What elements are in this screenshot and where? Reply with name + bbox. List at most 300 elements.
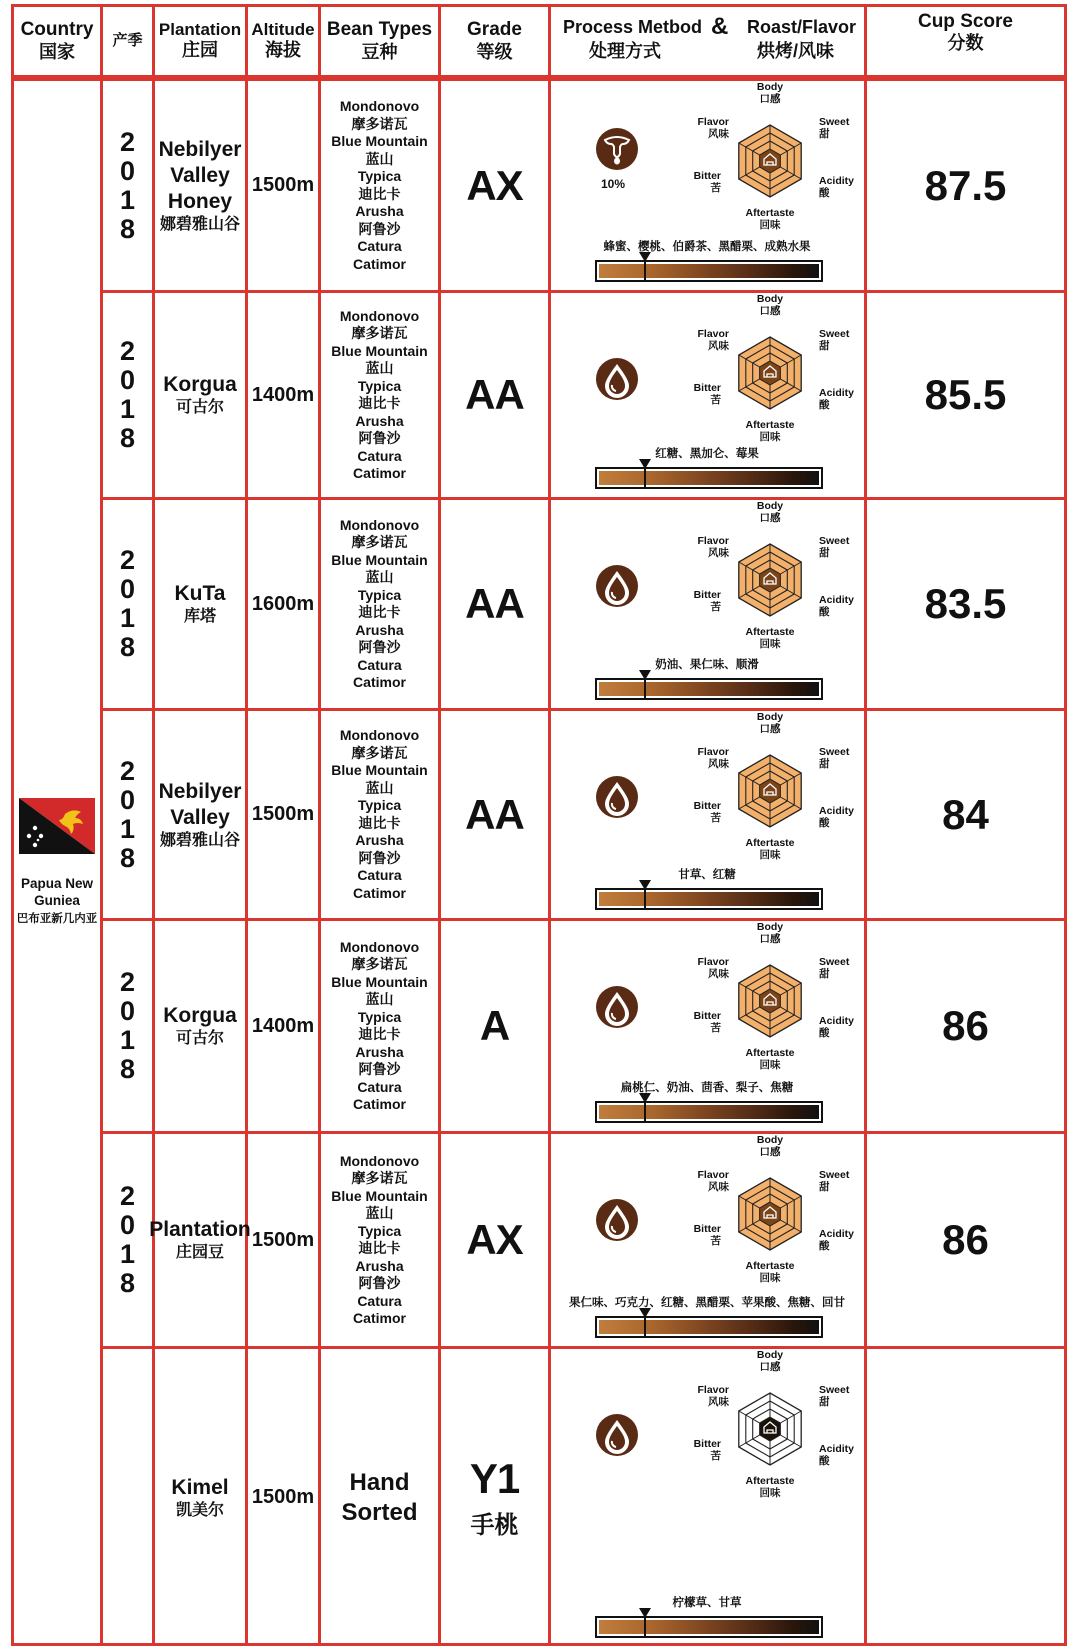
header-cup-score — [864, 4, 1067, 78]
header-altitude — [245, 4, 321, 78]
grade-cell — [441, 711, 548, 918]
cup-score-cell: 87.5 — [924, 161, 1007, 209]
radar-axis-label: 口感 — [759, 512, 781, 524]
radar-axis-label: Flavor — [697, 116, 729, 128]
altitude-cell: 1600m — [251, 592, 315, 615]
bean-type: Blue Mountain — [331, 973, 428, 990]
bean-type: 阿鲁沙 — [358, 1061, 401, 1077]
radar-axis-label: 甜 — [819, 968, 830, 980]
country-name-line1: Papua New — [20, 876, 94, 892]
bean-type: Catimor — [353, 884, 406, 901]
grade-cell — [441, 500, 548, 708]
plantation-name-en: Plantation — [149, 1218, 251, 1241]
radar-axis-label: 回味 — [759, 1272, 781, 1284]
flavor-notes: 蜂蜜、樱桃、伯爵茶、黑醋栗、成熟水果 — [603, 241, 811, 253]
grade-value: AA — [465, 580, 524, 627]
radar-axis-label: 苦 — [710, 1022, 721, 1034]
season-digit: 0 — [119, 996, 136, 1026]
bean-type: 迪比卡 — [358, 1026, 401, 1042]
plantation-name-en: Nebilyer — [158, 137, 242, 161]
season-digit: 1 — [119, 394, 136, 424]
grade-cell — [441, 921, 548, 1131]
bean-type: 蓝山 — [365, 360, 394, 376]
roast-level-bar — [595, 1101, 823, 1123]
plantation-cell — [155, 81, 245, 290]
bean-types-cell — [321, 293, 438, 497]
altitude-cell: 1500m — [251, 803, 315, 825]
bean-type: Arusha — [355, 1257, 404, 1274]
season-digit: 0 — [119, 1210, 136, 1240]
roast-marker-line — [644, 888, 646, 910]
radar-axis-label: 风味 — [708, 758, 729, 770]
bean-type: Catimor — [353, 1096, 406, 1112]
plantation-cell — [155, 500, 245, 708]
water-drop-icon — [595, 775, 639, 819]
cup-score-cell — [867, 1349, 1064, 1646]
grade-value-zh: 手桃 — [470, 1512, 519, 1539]
bean-type: Blue Mountain — [331, 342, 428, 359]
radar-axis-label: 苦 — [710, 1450, 721, 1462]
bean-type: Blue Mountain — [331, 762, 428, 778]
season-digit: 2 — [119, 545, 136, 575]
header-country-zh: 国家 — [39, 41, 75, 62]
radar-axis-label: Body — [756, 293, 784, 305]
radar-axis-label: 苦 — [710, 1235, 721, 1247]
radar-axis-label: Bitter — [693, 1223, 721, 1235]
grade-value: Y1 — [469, 1455, 520, 1502]
radar-axis-label: 酸 — [819, 1027, 830, 1039]
radar-axis-label: Bitter — [693, 800, 721, 812]
bean-type: 阿鲁沙 — [358, 639, 401, 655]
altitude-cell: 1400m — [251, 1014, 315, 1037]
bean-types-cell — [321, 1134, 438, 1346]
bean-type: Catura — [357, 656, 402, 673]
process-roast-cell — [551, 711, 864, 918]
season-digit: 2 — [119, 967, 136, 997]
header-bean-types-en: Bean Types — [326, 19, 433, 41]
bean-type: 迪比卡 — [358, 1240, 401, 1256]
radar-axis-label: Body — [756, 1134, 784, 1146]
plantation-cell — [155, 293, 245, 497]
radar-axis-label: 苦 — [710, 394, 721, 406]
header-grade-en: Grade — [467, 19, 522, 41]
radar-axis-label: Acidity — [819, 805, 855, 817]
bean-type: 蓝山 — [365, 1205, 394, 1221]
process-roast-cell — [551, 81, 864, 290]
bean-type: Hand — [349, 1468, 410, 1496]
flavor-notes: 柠檬草、甘草 — [672, 1597, 742, 1609]
radar-axis-label: Acidity — [819, 1443, 855, 1455]
bean-type: 蓝山 — [365, 991, 394, 1007]
radar-axis-label: Acidity — [819, 175, 855, 187]
bean-type: Typica — [357, 797, 402, 813]
radar-chart — [693, 1134, 855, 1302]
season-digit: 0 — [119, 365, 136, 395]
bean-type: 阿鲁沙 — [358, 220, 401, 237]
plantation-name-en: Valley — [170, 805, 230, 829]
season-cell — [103, 1134, 152, 1346]
radar-axis-label: Bitter — [693, 1010, 721, 1022]
radar-axis-label: Sweet — [819, 535, 850, 547]
radar-axis-label: Flavor — [697, 956, 729, 968]
radar-axis-label: Sweet — [819, 1384, 850, 1396]
cup-score-cell: 83.5 — [924, 580, 1007, 627]
grade-cell — [441, 81, 548, 290]
bean-type: 迪比卡 — [358, 185, 401, 202]
header-season-zh: 产季 — [112, 32, 143, 50]
water-drop-icon — [595, 1198, 639, 1242]
roast-gradient — [599, 264, 819, 278]
plantation-name-en: Kimel — [171, 1475, 229, 1499]
bean-type: 摩多诺瓦 — [351, 956, 408, 972]
radar-axis-label: Flavor — [697, 535, 729, 547]
radar-axis-label: 口感 — [759, 1361, 781, 1373]
bean-type: Catura — [357, 867, 402, 883]
bean-type: Mondonovo — [339, 98, 420, 114]
radar-axis-label: Aftertaste — [745, 207, 795, 219]
radar-axis-label: Body — [756, 711, 784, 723]
season-cell — [103, 81, 152, 290]
roast-marker-line — [644, 678, 646, 700]
header-altitude-en: Altitude — [251, 20, 315, 40]
radar-axis-label: 回味 — [759, 431, 781, 443]
plantation-name-zh: 可古尔 — [175, 1030, 224, 1047]
radar-axis-label: 口感 — [759, 1146, 781, 1158]
radar-axis-label: Aftertaste — [745, 1475, 795, 1487]
radar-chart — [693, 500, 855, 668]
bean-type: 蓝山 — [365, 150, 394, 167]
header-bean-types-zh: 豆种 — [361, 41, 398, 62]
season-digit: 8 — [119, 213, 136, 244]
header-country-en: Country — [20, 19, 94, 41]
radar-axis-label: Body — [756, 1349, 784, 1361]
radar-axis-label: 酸 — [819, 1455, 830, 1467]
header-season — [100, 4, 155, 78]
header-process-zh: 处理方式 — [589, 41, 661, 61]
header-plantation — [152, 4, 248, 78]
header-bean-types — [318, 4, 441, 78]
radar-axis-label: 风味 — [708, 968, 729, 980]
radar-axis-label: Acidity — [819, 387, 855, 399]
coffee-table — [11, 4, 1067, 1646]
grade-cell — [441, 1349, 548, 1646]
radar-axis-label: 口感 — [759, 933, 781, 945]
cup-score-cell: 85.5 — [924, 371, 1007, 418]
season-digit: 1 — [119, 1239, 136, 1269]
radar-axis-label: Aftertaste — [745, 1047, 795, 1059]
process-roast-cell — [551, 293, 864, 497]
plantation-name-en: Korgua — [163, 1004, 237, 1027]
radar-axis-label: 甜 — [819, 1396, 830, 1408]
grade-value: AX — [466, 1216, 523, 1263]
radar-axis-label: 回味 — [759, 219, 781, 231]
plantation-name-en: Honey — [167, 189, 233, 213]
roast-marker-line — [644, 1616, 646, 1638]
radar-axis-label: Sweet — [819, 1169, 850, 1181]
bean-type: Blue Mountain — [331, 133, 428, 149]
radar-axis-label: Body — [756, 81, 784, 93]
roast-marker-line — [644, 1316, 646, 1338]
bean-type: Sorted — [341, 1498, 418, 1526]
bean-type: 摩多诺瓦 — [351, 744, 408, 761]
honey-drip-icon — [595, 127, 639, 171]
bean-type: 迪比卡 — [358, 395, 401, 411]
roast-level-bar — [595, 1616, 823, 1638]
radar-axis-label: Aftertaste — [745, 1260, 795, 1272]
bean-type: Typica — [357, 586, 402, 603]
radar-axis-label: Sweet — [819, 956, 850, 968]
bean-type: 摩多诺瓦 — [351, 325, 408, 341]
country-name-zh: 巴布亚新几内亚 — [16, 912, 98, 925]
plantation-name-en: Korgua — [163, 373, 237, 396]
roast-level-bar — [595, 678, 823, 700]
radar-axis-label: 口感 — [759, 305, 781, 317]
bean-type: Mondonovo — [339, 307, 420, 324]
bean-types-cell — [321, 711, 438, 918]
radar-axis-label: Flavor — [697, 328, 729, 340]
header-process-roast — [548, 4, 867, 78]
season-digit: 2 — [119, 336, 136, 366]
radar-axis-label: 风味 — [708, 547, 729, 559]
cup-score-cell: 86 — [942, 1216, 989, 1263]
season-cell — [103, 921, 152, 1131]
roast-level-bar — [595, 888, 823, 910]
bean-type: Mondonovo — [339, 727, 420, 743]
bean-type: Mondonovo — [339, 938, 420, 955]
radar-axis-label: 回味 — [759, 1059, 781, 1071]
radar-axis-label: 酸 — [819, 606, 830, 618]
radar-axis-label: 甜 — [819, 340, 830, 352]
header-country — [11, 4, 103, 78]
bean-type: Catimor — [353, 674, 406, 690]
season-digit: 1 — [119, 184, 136, 215]
grade-value: AX — [466, 161, 523, 209]
plantation-name-zh: 娜碧雅山谷 — [159, 215, 240, 233]
bean-type: Catimor — [353, 255, 406, 272]
bean-type: Blue Mountain — [331, 1187, 428, 1204]
process-roast-cell — [551, 1134, 864, 1346]
season-digit: 8 — [119, 1054, 136, 1084]
season-cell — [103, 500, 152, 708]
country-name-line2: Guniea — [34, 893, 80, 908]
radar-axis-label: 风味 — [708, 128, 729, 140]
radar-axis-label: Flavor — [697, 1384, 729, 1396]
roast-gradient — [599, 471, 819, 485]
bean-type: Typica — [357, 377, 402, 394]
bean-type: Catimor — [353, 465, 406, 481]
bean-type: 蓝山 — [365, 779, 394, 796]
cup-score-cell: 84 — [942, 790, 989, 838]
season-digit: 8 — [119, 423, 136, 453]
radar-chart — [693, 711, 855, 879]
season-digit: 1 — [119, 603, 136, 633]
radar-axis-label: 苦 — [710, 601, 721, 613]
radar-chart — [693, 921, 855, 1089]
plantation-name-en: KuTa — [174, 582, 226, 605]
bean-type: 阿鲁沙 — [358, 1275, 401, 1291]
season-digit: 8 — [119, 842, 136, 873]
bean-type: Mondonovo — [339, 516, 420, 533]
roast-marker-line — [644, 260, 646, 282]
roast-marker-line — [644, 467, 646, 489]
bean-type: Catura — [357, 447, 402, 464]
header-process-en: Process Metbod — [563, 17, 703, 37]
radar-axis-label: 甜 — [819, 1181, 830, 1193]
header-plantation-zh: 庄园 — [182, 40, 218, 61]
roast-gradient — [599, 1620, 819, 1634]
flavor-notes: 红糖、黑加仑、莓果 — [655, 448, 759, 460]
water-drop-icon — [595, 357, 639, 401]
season-digit: 0 — [119, 784, 136, 815]
bean-types-cell — [321, 500, 438, 708]
radar-axis-label: 酸 — [819, 187, 830, 199]
flavor-notes: 奶油、果仁味、顺滑 — [655, 659, 759, 671]
bean-type: Arusha — [355, 1043, 404, 1060]
bean-type: Arusha — [355, 832, 404, 848]
bean-type: Arusha — [355, 412, 404, 429]
country-cell — [11, 78, 103, 1646]
radar-axis-label: 口感 — [759, 93, 781, 105]
plantation-name-zh: 庄园豆 — [175, 1244, 224, 1261]
plantation-cell — [149, 1134, 251, 1346]
flavor-notes: 扁桃仁、奶油、茴香、梨子、焦糖 — [620, 1082, 794, 1094]
season-cell — [103, 711, 152, 918]
roast-marker-line — [644, 1101, 646, 1123]
bean-type: Arusha — [355, 621, 404, 638]
bean-type: Catura — [357, 1078, 402, 1095]
roast-level-bar — [595, 1316, 823, 1338]
header-cup-score-zh: 分数 — [947, 33, 984, 54]
altitude-cell: 1500m — [251, 174, 315, 196]
season-cell — [103, 293, 152, 497]
header-ampersand: & — [711, 13, 729, 40]
bean-types-cell — [321, 1349, 438, 1646]
flavor-notes: 果仁味、巧克力、红糖、黑醋栗、苹果酸、焦糖、回甘 — [569, 1297, 845, 1309]
season-digit: 8 — [119, 1268, 136, 1298]
altitude-cell: 1500m — [251, 1228, 315, 1251]
bean-type: Typica — [357, 1222, 402, 1239]
bean-type: 摩多诺瓦 — [351, 534, 408, 550]
season-digit: 2 — [119, 755, 136, 786]
radar-axis-label: 苦 — [710, 812, 721, 824]
bean-type: 阿鲁沙 — [358, 849, 401, 866]
radar-axis-label: 甜 — [819, 547, 830, 559]
radar-axis-label: 风味 — [708, 340, 729, 352]
grade-cell — [441, 293, 548, 497]
bean-type: 迪比卡 — [358, 604, 401, 620]
radar-axis-label: Aftertaste — [745, 837, 795, 849]
roast-gradient — [599, 1320, 819, 1334]
plantation-name-zh: 凯美尔 — [175, 1501, 224, 1519]
bean-type: Catura — [357, 1292, 402, 1309]
radar-axis-label: Body — [756, 500, 784, 512]
radar-axis-label: Flavor — [697, 1169, 729, 1181]
header-altitude-zh: 海拔 — [265, 40, 301, 61]
radar-axis-label: 回味 — [759, 1487, 781, 1499]
papua-new-guinea-flag-icon — [19, 798, 95, 854]
radar-axis-label: Bitter — [693, 1438, 721, 1450]
bean-type: Arusha — [355, 203, 404, 219]
header-roast-en: Roast/Flavor — [747, 17, 857, 37]
radar-axis-label: Aftertaste — [745, 419, 795, 431]
process-percent: 10% — [601, 177, 626, 191]
roast-level-bar — [595, 260, 823, 282]
radar-axis-label: 风味 — [708, 1396, 729, 1408]
roast-level-bar — [595, 467, 823, 489]
altitude-cell: 1400m — [251, 383, 315, 406]
plantation-name-en: Valley — [170, 163, 230, 187]
bean-types-cell — [321, 81, 438, 290]
radar-axis-label: Bitter — [693, 170, 721, 182]
bean-type: 蓝山 — [365, 569, 394, 585]
plantation-name-zh: 可古尔 — [175, 399, 224, 416]
roast-gradient — [599, 682, 819, 696]
radar-axis-label: Bitter — [693, 382, 721, 394]
plantation-name-zh: 库塔 — [183, 608, 216, 625]
bean-type: 阿鲁沙 — [358, 430, 401, 446]
plantation-name-en: Nebilyer — [158, 779, 242, 803]
bean-types-cell — [321, 921, 438, 1131]
plantation-cell — [155, 711, 245, 918]
header-grade-zh: 等级 — [476, 41, 513, 62]
roast-gradient — [599, 892, 819, 906]
header-grade — [438, 4, 551, 78]
radar-axis-label: Aftertaste — [745, 626, 795, 638]
bean-type: 摩多诺瓦 — [351, 1170, 408, 1186]
bean-type: Catimor — [353, 1310, 406, 1326]
season-digit: 2 — [119, 1181, 136, 1211]
radar-axis-label: 风味 — [708, 1181, 729, 1193]
radar-axis-label: 回味 — [759, 849, 781, 861]
grade-value: AA — [465, 371, 524, 418]
radar-axis-label: 酸 — [819, 399, 830, 411]
radar-axis-label: Acidity — [819, 594, 855, 606]
radar-axis-label: 苦 — [710, 182, 721, 194]
season-digit: 0 — [119, 574, 136, 604]
radar-axis-label: Acidity — [819, 1228, 855, 1240]
water-drop-icon — [595, 985, 639, 1029]
radar-chart — [693, 293, 855, 461]
radar-axis-label: Sweet — [819, 116, 850, 128]
season-digit: 8 — [119, 632, 136, 662]
radar-axis-label: Flavor — [697, 746, 729, 758]
water-drop-icon — [595, 564, 639, 608]
plantation-name-zh: 娜碧雅山谷 — [159, 831, 240, 849]
radar-axis-label: 甜 — [819, 128, 830, 140]
radar-axis-label: Bitter — [693, 589, 721, 601]
season-cell — [103, 1349, 152, 1646]
radar-axis-label: Sweet — [819, 328, 850, 340]
process-roast-cell — [551, 921, 864, 1131]
grade-value: AA — [465, 790, 524, 838]
roast-gradient — [599, 1105, 819, 1119]
plantation-cell — [155, 1349, 245, 1646]
radar-axis-label: 回味 — [759, 638, 781, 650]
season-digit: 2 — [119, 126, 136, 157]
radar-axis-label: 甜 — [819, 758, 830, 770]
grade-cell — [441, 1134, 548, 1346]
radar-axis-label: Body — [756, 921, 784, 933]
header-cup-score-en: Cup Score — [917, 11, 1014, 32]
process-roast-cell — [551, 500, 864, 708]
bean-type: Typica — [357, 168, 402, 184]
bean-type: Typica — [357, 1008, 402, 1025]
season-digit: 0 — [119, 155, 136, 186]
altitude-cell: 1500m — [251, 1486, 315, 1508]
radar-axis-label: Sweet — [819, 746, 850, 758]
bean-type: 摩多诺瓦 — [351, 115, 408, 132]
season-digit: 1 — [119, 813, 136, 844]
